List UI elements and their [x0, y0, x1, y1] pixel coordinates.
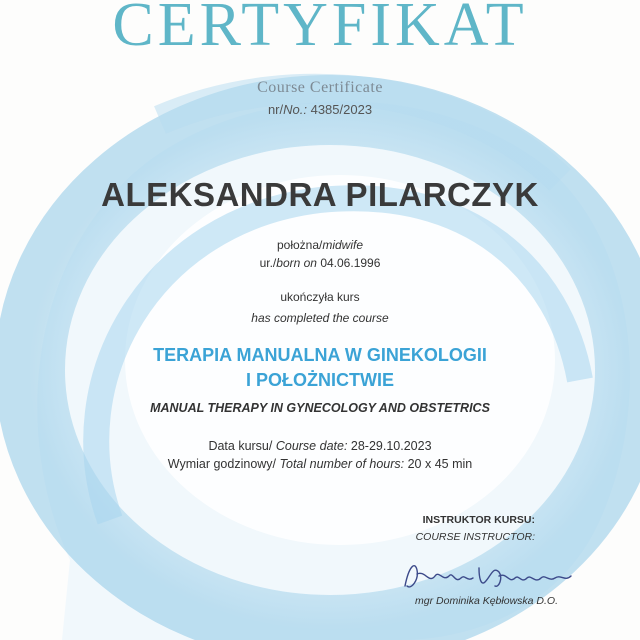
course-title-en: MANUAL THERAPY IN GYNECOLOGY AND OBSTETRICS — [150, 401, 490, 415]
recipient-profession — [0, 238, 640, 252]
instructor-label-en: COURSE INSTRUCTOR: — [415, 531, 535, 543]
certificate-number — [0, 102, 640, 117]
number-label-en: No.: — [283, 102, 307, 117]
completed-en-text: has completed the course — [251, 311, 389, 325]
hours-label-pl: Wymiar godzinowy/ — [167, 457, 277, 471]
instructor-name: mgr Dominika Kębłowska D.O. — [415, 595, 558, 607]
born-date: 04.06.1996 — [320, 256, 381, 270]
instructor-signature — [395, 556, 580, 596]
signature-stroke — [405, 566, 571, 587]
profession-pl: położna/ — [276, 238, 323, 252]
course-title-pl-line2: I POŁOŻNICTWIE — [246, 370, 394, 390]
recipient-name: ALEKSANDRA PILARCZYK — [101, 176, 539, 213]
course-hours — [0, 457, 640, 471]
number-value: 4385/2023 — [310, 102, 373, 117]
date-label-en: Course date: — [275, 439, 348, 453]
date-value: 28-29.10.2023 — [350, 439, 432, 453]
born-pl: ur./ — [259, 256, 277, 270]
certificate-title: CERTYFIKAT — [112, 0, 528, 59]
recipient-birth — [0, 256, 640, 270]
hours-value: 20 x 45 min — [407, 457, 473, 471]
hours-label-en: Total number of hours: — [279, 457, 405, 471]
born-en: born on — [276, 256, 317, 270]
number-label-pl: nr/ — [267, 102, 284, 117]
course-title-pl-line1: TERAPIA MANUALNA W GINEKOLOGII — [153, 345, 487, 365]
profession-en: midwife — [322, 238, 364, 252]
certificate-subtitle: Course Certificate — [257, 79, 383, 96]
date-label-pl: Data kursu/ — [208, 439, 273, 453]
course-date — [0, 439, 640, 453]
completed-en — [0, 311, 640, 325]
completed-pl: ukończyła kurs — [280, 290, 360, 304]
instructor-label-pl: INSTRUKTOR KURSU: — [422, 514, 535, 526]
